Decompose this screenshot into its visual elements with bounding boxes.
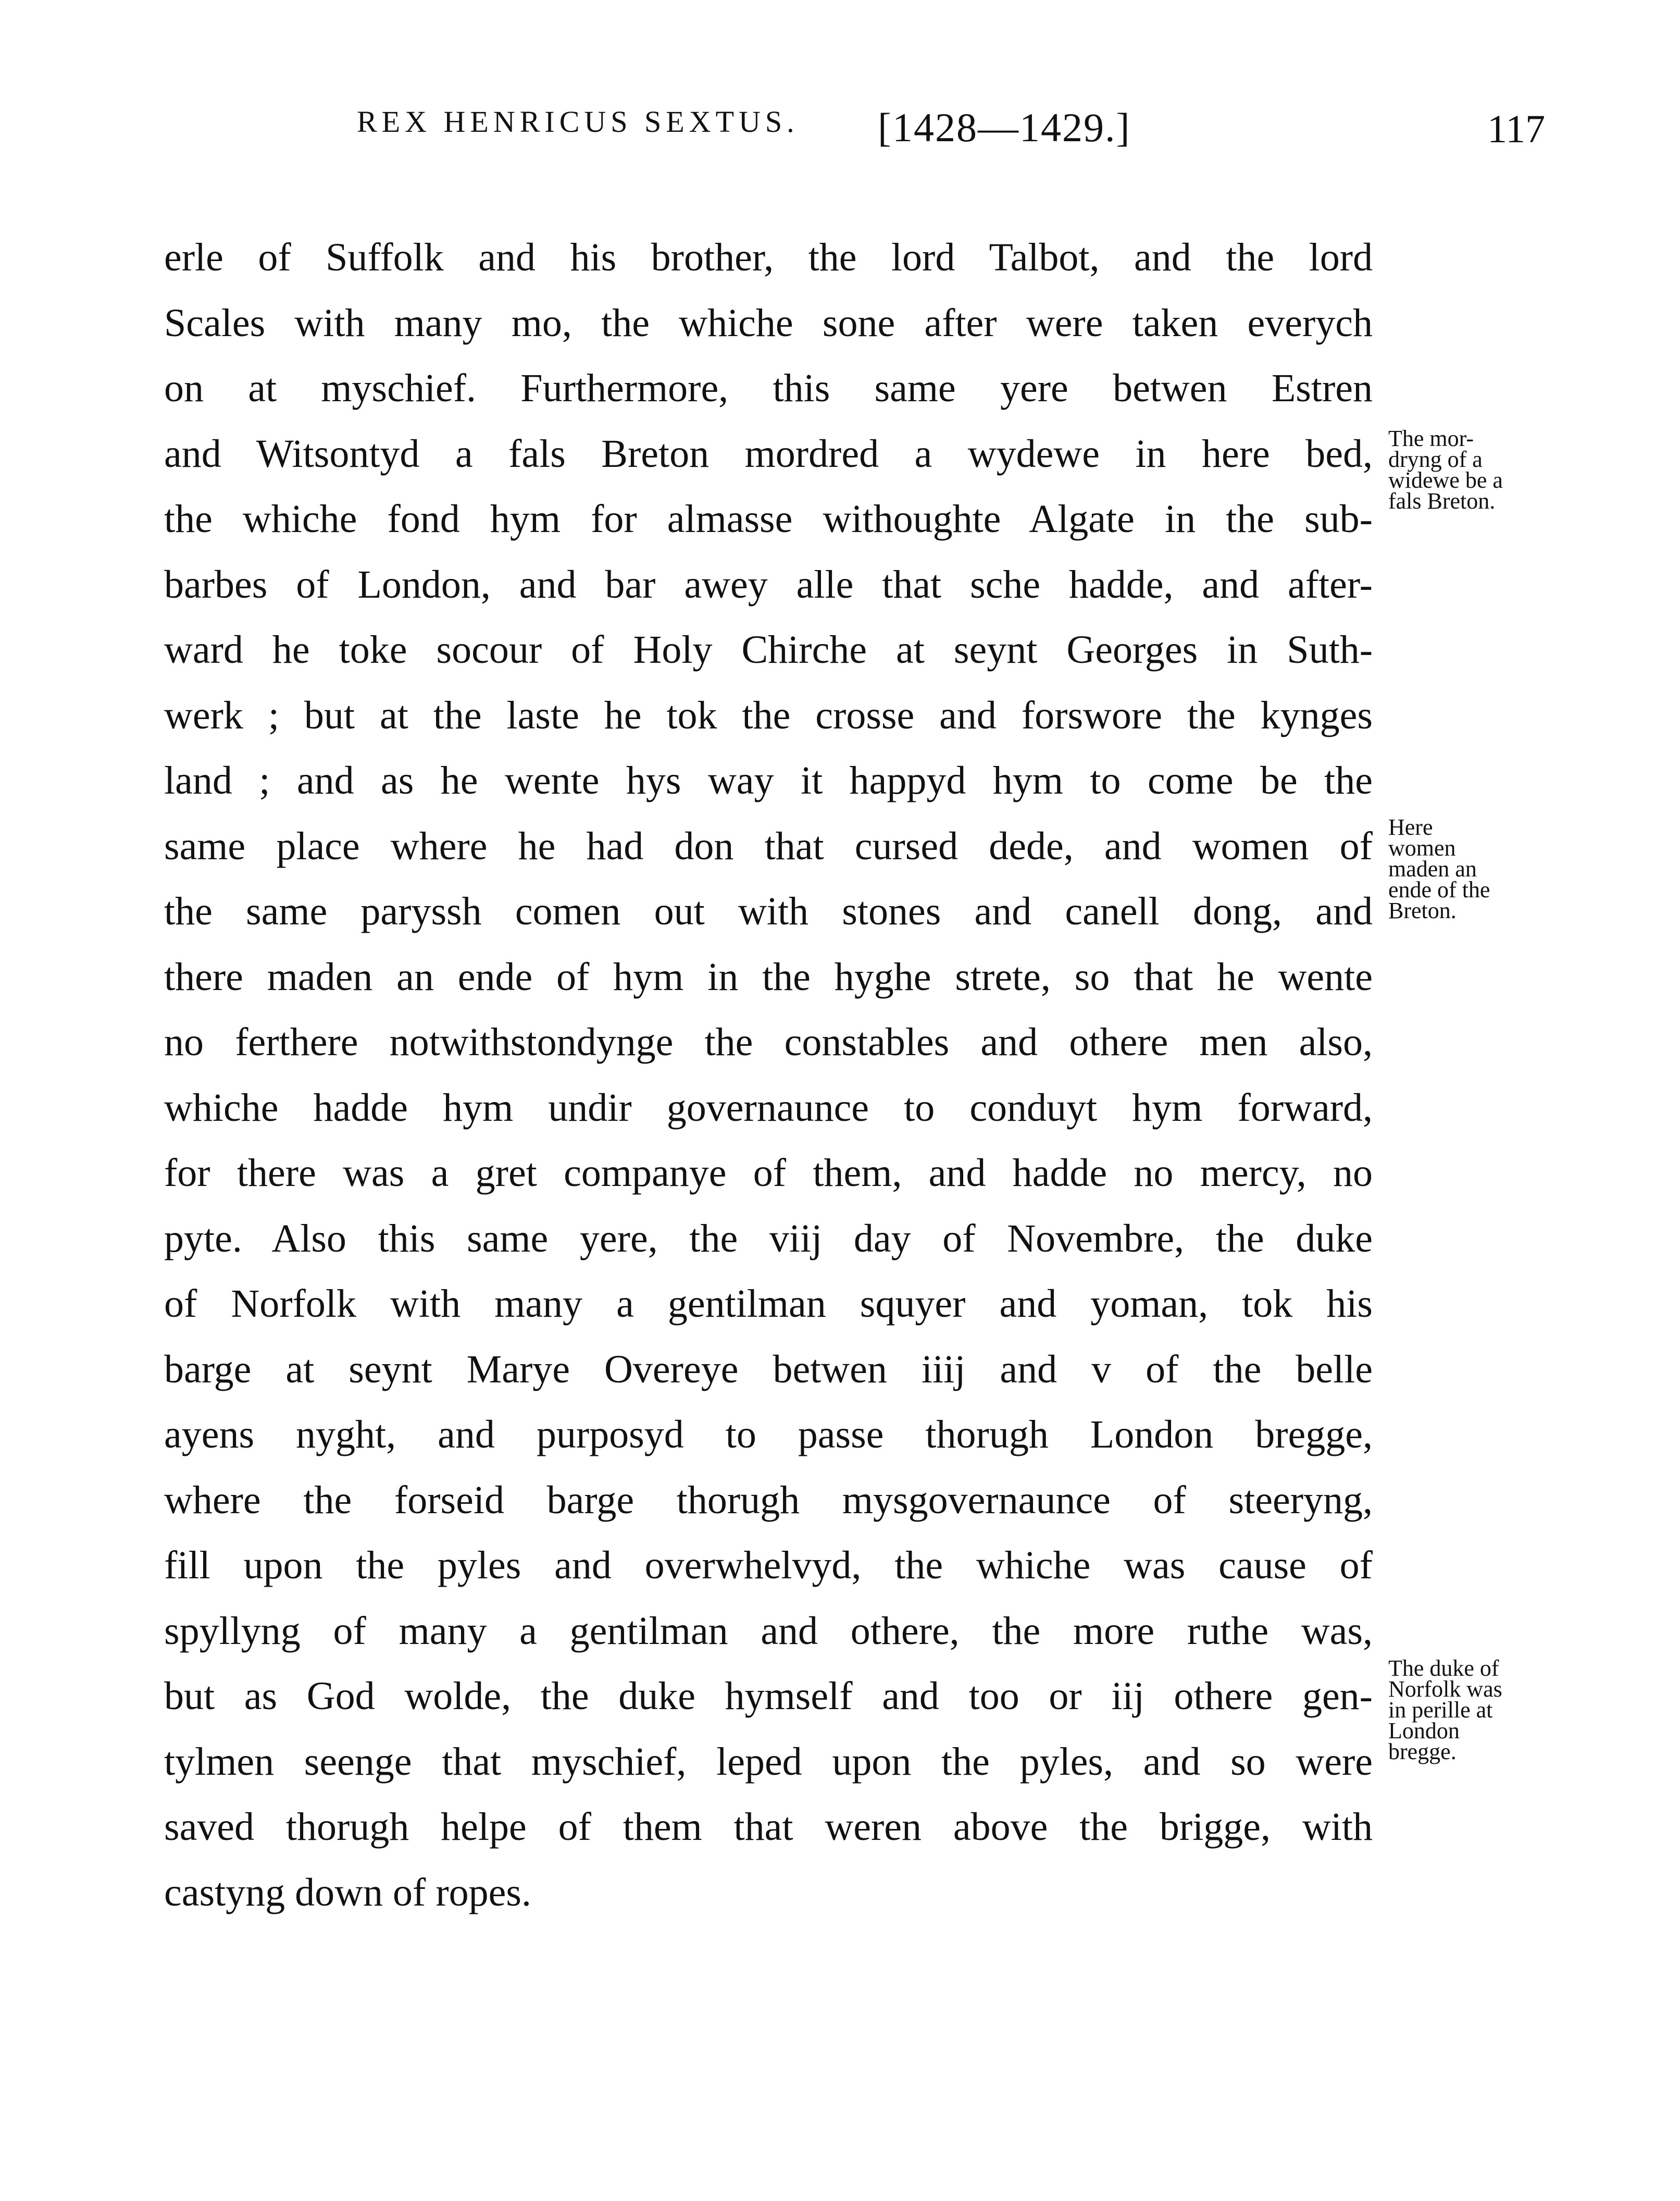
text-line: no ferthere notwithstondynge the constables and othere men also, — [164, 1020, 1373, 1064]
text-line: and Witsontyd a fals Breton mordred a wydewe in here bed, — [164, 431, 1373, 476]
text-line: land ; and as he wente hys way it happyd hym to come be the — [164, 759, 1373, 802]
text-line: erle of Suffolk and his brother, the lord Talbot, and the lord — [164, 236, 1373, 279]
note-line: fals Breton. — [1388, 488, 1496, 514]
marginal-note-duke-norfolk — [1388, 1655, 1560, 1764]
note-line: widewe be a — [1388, 467, 1503, 493]
text-line: castyng down of ropes. — [164, 1870, 531, 1914]
note-line: maden an — [1388, 856, 1477, 882]
text-line: there maden an ende of hym in the hyghe strete, so that he wente — [164, 955, 1373, 999]
marginal-note-women — [1388, 814, 1560, 923]
marginal-note-breton-murder — [1388, 428, 1560, 512]
text-line: whiche hadde hym undir governaunce to conduyt hym forward, — [164, 1085, 1373, 1130]
note-line: Breton. — [1388, 898, 1457, 923]
text-line: but as God wolde, the duke hymself and too or iij othere gen- — [164, 1674, 1373, 1718]
note-line: London — [1388, 1718, 1460, 1744]
text-line: ayens nyght, and purposyd to passe thorugh London bregge, — [164, 1413, 1373, 1456]
running-header-title: REX HENRICUS SEXTUS. — [357, 105, 799, 139]
note-line: ende of the — [1388, 877, 1490, 902]
note-line: Norfolk was — [1388, 1676, 1502, 1702]
text-line: pyte. Also this same yere, the viij day of Novembre, the duke — [164, 1216, 1373, 1260]
text-line: Scales with many mo, the whiche sone after were taken everych — [164, 301, 1373, 345]
text-line: spyllyng of many a gentilman and othere, the more ruthe was, — [164, 1609, 1373, 1653]
text-line: for there was a gret companye of them, and hadde no mercy, no — [164, 1151, 1373, 1195]
text-line: the same paryssh comen out with stones and canell dong, and — [164, 889, 1373, 933]
text-line: where the forseid barge thorugh mysgovernaunce of steeryng, — [164, 1478, 1373, 1522]
main-text — [164, 225, 1373, 1925]
text-line: tylmen seenge that myschief, leped upon the pyles, and so were — [164, 1739, 1373, 1784]
note-line: bregge. — [1388, 1739, 1457, 1764]
note-line: dryng of a — [1388, 447, 1483, 472]
text-line: barge at seynt Marye Overeye betwen iiij and v of the belle — [164, 1347, 1373, 1391]
note-line: The duke of — [1388, 1655, 1499, 1681]
text-line: the whiche fond hym for almasse withoughte Algate in the sub- — [164, 497, 1373, 541]
page-number: 117 — [1487, 107, 1546, 151]
text-line: fill upon the pyles and overwhelvyd, the whiche was cause of — [164, 1543, 1373, 1587]
note-line: in perille at — [1388, 1697, 1493, 1723]
running-header-years: [1428—1429.] — [878, 105, 1131, 150]
note-line: The mor- — [1388, 426, 1474, 451]
text-line: ward he toke socour of Holy Chirche at seynt Georges in Suth- — [164, 628, 1373, 672]
note-line: Here — [1388, 814, 1433, 840]
text-line: on at myschief. Furthermore, this same yere betwen Estren — [164, 366, 1373, 410]
text-line: of Norfolk with many a gentilman squyer and yoman, tok his — [164, 1282, 1373, 1326]
note-line: women — [1388, 835, 1456, 861]
text-line: saved thorugh helpe of them that weren above the brigge, with — [164, 1805, 1373, 1849]
text-line: same place where he had don that cursed dede, and women of — [164, 824, 1373, 868]
text-line: werk ; but at the laste he tok the crosse and forswore the kynges — [164, 693, 1373, 737]
text-line: barbes of London, and bar awey alle that sche hadde, and after- — [164, 562, 1373, 607]
